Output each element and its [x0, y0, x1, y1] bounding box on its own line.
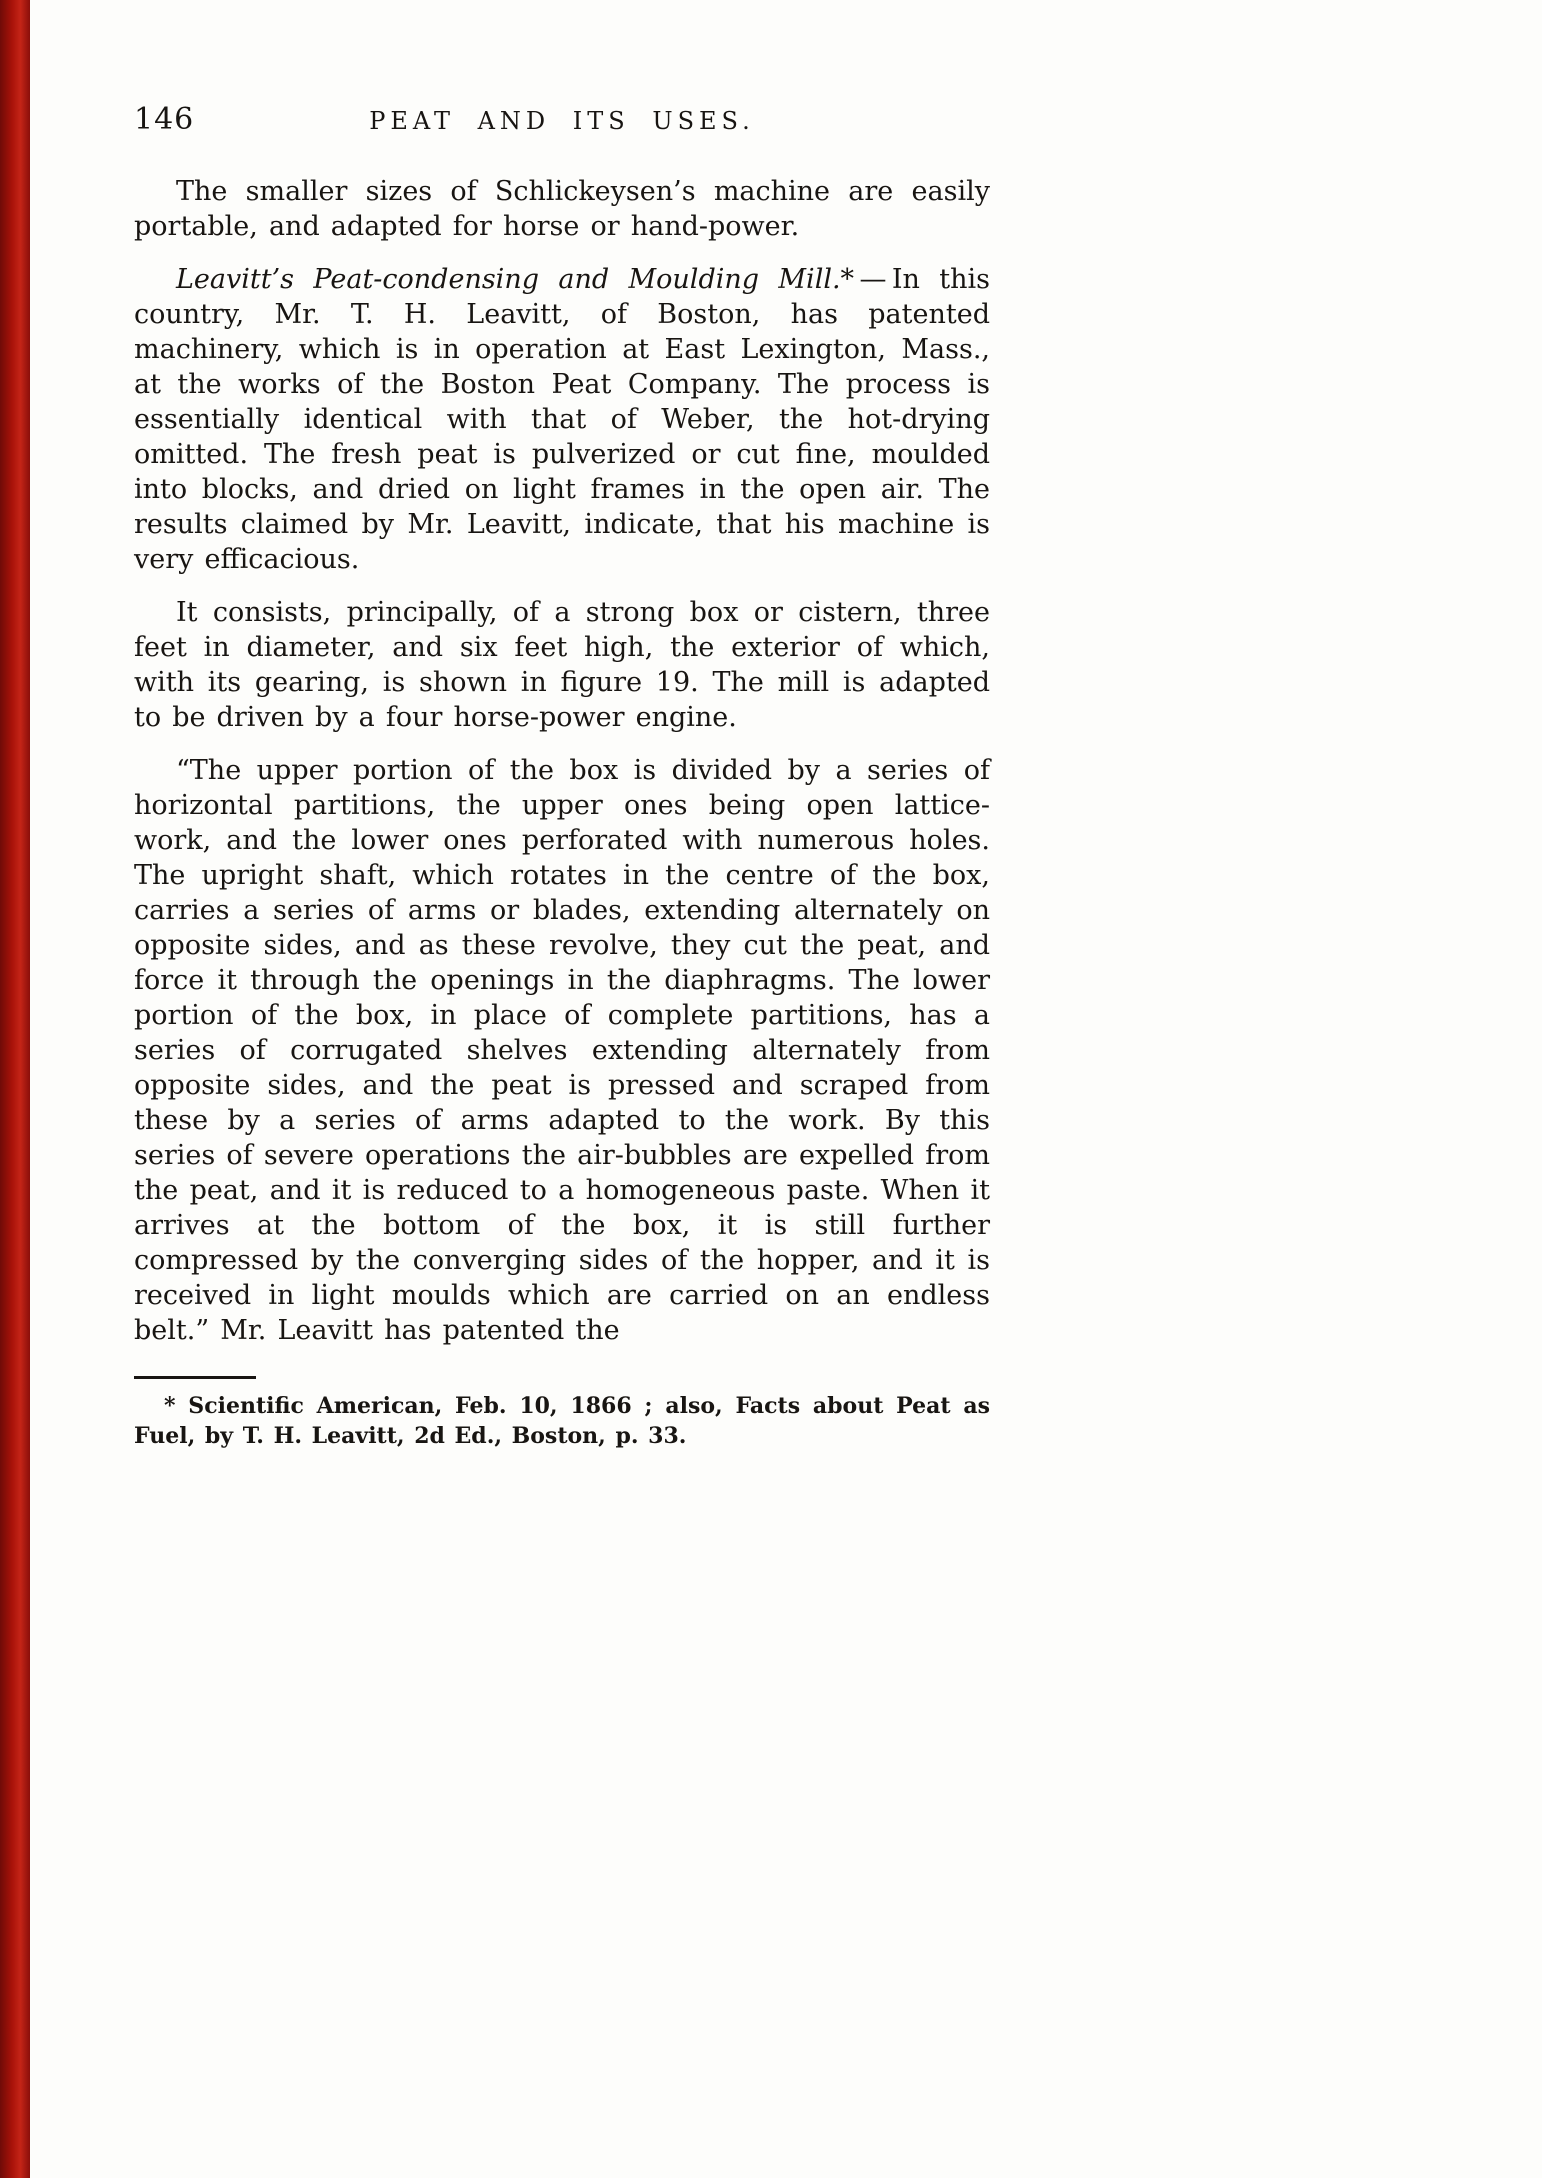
paragraph [134, 262, 990, 577]
running-header: PEAT AND ITS USES. [369, 107, 755, 135]
page-header [134, 102, 990, 144]
paragraph [134, 753, 990, 1348]
page-number: 146 [134, 102, 195, 137]
paragraph [134, 595, 990, 735]
paragraph-lead-italic: Leavitt’s Peat-condensing and Moulding Mill.* [176, 264, 855, 295]
footnote [134, 1376, 990, 1451]
paragraph-text: The smaller sizes of Schlickeysen’s machine are easily portable, and adapted for horse or hand-power. [134, 176, 990, 242]
paragraph-text: “The upper portion of the box is divided by a series of horizontal partitions, the upper ones being open lattice-work, and the lower ones perforated with numerous holes. The upright shaft, which rotates in the centre of the box, carries a series of arms or blades, extending alternately on opposite sides, and as these revolve, they cut the peat, and force it through the openings in the diaphragms. The lower portion of the box, in place of complete partitions, has a series of corrugated shelves extending alternately from opposite sides, and the peat is pressed and scraped from these by a series of arms adapted to the work. By this series of severe operations the air-bubbles are expelled from the peat, and it is reduced to a homogeneous paste. When it arrives at the bottom of the box, it is still further compressed by the converging sides of the hopper, and it is received in light moulds which are carried on an endless belt.” Mr. Leavitt has patented the [134, 755, 990, 1346]
footnote-text: * Scientific American, Feb. 10, 1866 ; also, Facts about Peat as Fuel, by T. H. Leavitt, 2d Ed., Boston, p. 33. [134, 1393, 990, 1449]
body-text [134, 174, 990, 1348]
paragraph [134, 174, 990, 244]
page-content [134, 102, 990, 1451]
footnote-rule [134, 1376, 256, 1379]
binding-edge [0, 0, 30, 2178]
paragraph-text: It consists, principally, of a strong box or cistern, three feet in diameter, and six feet high, the exterior of which, with its gearing, is shown in figure 19. The mill is adapted to be driven by a four horse-power engine. [134, 597, 990, 733]
paragraph-text: — In this country, Mr. T. H. Leavitt, of Boston, has patented machinery, which is in operation at East Lexington, Mass., at the works of the Boston Peat Company. The process is essentially identical with that of Weber, the hot-drying omitted. The fresh peat is pulverized or cut fine, moulded into blocks, and dried on light frames in the open air. The results claimed by Mr. Leavitt, indicate, that his machine is very efficacious. [134, 264, 990, 575]
